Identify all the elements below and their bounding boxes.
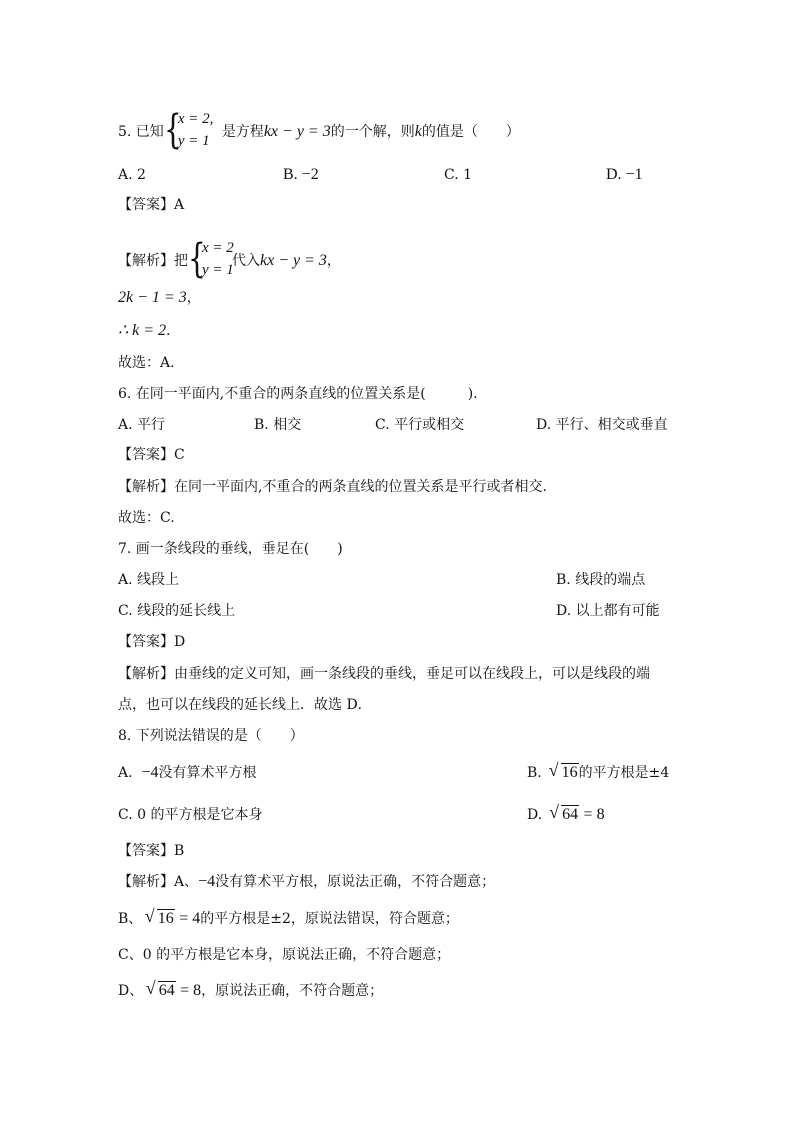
q8-analysis-a bbox=[118, 872, 495, 892]
q7-option-d: D. 以上都有可能 bbox=[556, 603, 660, 619]
q8-analysis-d-equals: = 8 bbox=[180, 982, 202, 999]
q8-analysis-b-text: 的平方根是±2，原说法错误，符合题意； bbox=[200, 911, 459, 927]
q8-option-d-radicand: 64 bbox=[562, 806, 579, 823]
q5-equation-system: { x = 2, y = 1 bbox=[163, 107, 214, 153]
q5-analysis-equation: kx − y = 3 bbox=[260, 252, 327, 269]
q5-step-2-end: ． bbox=[166, 323, 181, 339]
q5-number: 5. 已知 bbox=[118, 124, 164, 140]
q8-option-a bbox=[118, 763, 257, 783]
q5-analysis-end: ， bbox=[326, 253, 341, 269]
q8-stem: 8. 下列说法错误的是（ ） bbox=[118, 728, 304, 744]
q7-stem: 7. 画一条线段的垂线，垂足在( ) bbox=[118, 541, 343, 557]
q8-analysis-a-text: 没有算术平方根，原说法正确，不符合题意； bbox=[215, 874, 496, 890]
q6-option-a: A. 平行 bbox=[118, 417, 166, 433]
q5-step-1 bbox=[118, 288, 201, 308]
q5-variable-k: k bbox=[414, 123, 422, 140]
q5-option-a: A. 2 bbox=[118, 167, 146, 183]
q7-option-c: C. 线段的延长线上 bbox=[118, 603, 236, 619]
q6-analysis: 【解析】在同一平面内,不重合的两条直线的位置关系是平行或者相交． bbox=[118, 479, 557, 495]
q8-option-b bbox=[527, 763, 669, 783]
q6-answer: 【答案】C bbox=[118, 447, 185, 463]
q8-analysis-b-equals: = 4 bbox=[179, 910, 201, 927]
q5-stem bbox=[118, 107, 520, 153]
q8-option-d-sqrt bbox=[551, 805, 579, 825]
q5-text-3: 的值是（ ） bbox=[421, 124, 520, 140]
q7-analysis-line-2: 点，也可以在线段的延长线上．故选 D． bbox=[118, 697, 372, 713]
q5-step-1-end: ， bbox=[186, 290, 201, 306]
q5-answer: 【答案】A bbox=[118, 197, 185, 213]
q5-step-2 bbox=[118, 321, 180, 341]
q5-system-row-2: y = 1 bbox=[177, 133, 210, 149]
q8-analysis-c: C、0 的平方根是它本身，原说法正确，不符合题意； bbox=[118, 947, 451, 963]
q8-option-d bbox=[527, 805, 605, 825]
q8-option-b-radicand: 16 bbox=[561, 764, 578, 781]
q5-analysis-system-row-2: y = 1 bbox=[202, 262, 234, 278]
q8-analysis-b bbox=[118, 909, 459, 929]
q8-option-a-letter: A. bbox=[118, 765, 133, 781]
q7-option-a: A. 线段上 bbox=[118, 572, 180, 588]
q8-option-b-sqrt bbox=[551, 763, 579, 783]
q5-text-2: 的一个解，则 bbox=[330, 124, 415, 140]
q8-analysis-b-radicand: 16 bbox=[157, 910, 174, 927]
q5-analysis-label: 【解析】把 bbox=[118, 253, 188, 269]
q5-text: 是方程 bbox=[221, 124, 264, 140]
q6-conclusion: 故选：C. bbox=[118, 510, 175, 526]
q5-step-2-equation: ∴ k = 2 bbox=[118, 322, 167, 339]
q5-equation: kx − y = 3 bbox=[263, 123, 331, 140]
q7-option-b: B. 线段的端点 bbox=[556, 572, 646, 588]
q5-option-b: B. −2 bbox=[283, 166, 319, 183]
q8-option-c: C. 0 的平方根是它本身 bbox=[118, 807, 263, 823]
q8-analysis-b-sqrt bbox=[147, 909, 175, 929]
q8-analysis-d-radicand: 64 bbox=[158, 982, 175, 999]
q5-step-1-equation: 2k − 1 = 3 bbox=[118, 289, 187, 306]
q8-option-d-letter: D. bbox=[527, 807, 543, 823]
q5-conclusion: 故选：A． bbox=[118, 355, 185, 371]
q8-option-b-letter: B. bbox=[527, 765, 542, 781]
q7-answer: 【答案】D bbox=[118, 634, 186, 650]
q5-option-d: D. −1 bbox=[606, 166, 643, 183]
q8-analysis-b-letter: B、 bbox=[118, 911, 143, 927]
q8-analysis-label: 【解析】A、 bbox=[118, 874, 199, 890]
q5-analysis bbox=[118, 236, 341, 282]
q8-option-b-text: 的平方根是±4 bbox=[578, 765, 670, 781]
q8-analysis-a-number: −4 bbox=[198, 873, 216, 890]
q5-analysis-system: { x = 2 y = 1 bbox=[188, 236, 234, 282]
q8-option-a-text: 没有算术平方根 bbox=[158, 765, 257, 781]
q6-option-b: B. 相交 bbox=[254, 417, 302, 433]
q8-answer: 【答案】B bbox=[118, 843, 185, 859]
q8-option-a-number: −4 bbox=[141, 764, 159, 781]
q6-option-d: D. 平行、相交或垂直 bbox=[536, 417, 668, 433]
q7-analysis-line-1: 【解析】由垂线的定义可知，画一条线段的垂线，垂足可以在线段上，可以是线段的端 bbox=[118, 666, 650, 682]
q8-analysis-d-text: ，原说法正确，不符合题意； bbox=[201, 983, 384, 999]
q6-option-c: C. 平行或相交 bbox=[375, 417, 465, 433]
q5-system-row-1: x = 2, bbox=[177, 111, 214, 127]
q8-analysis-d bbox=[118, 981, 383, 1001]
q5-analysis-system-row-1: x = 2 bbox=[202, 240, 234, 256]
q8-option-d-equals: = 8 bbox=[583, 806, 605, 823]
q5-option-c: C. 1 bbox=[444, 167, 473, 183]
q5-analysis-text: 代入 bbox=[232, 253, 260, 269]
q8-analysis-d-sqrt bbox=[148, 981, 176, 1001]
q8-analysis-d-letter: D、 bbox=[118, 983, 144, 999]
q6-stem: 6. 在同一平面内,不重合的两条直线的位置关系是( ). bbox=[118, 386, 478, 402]
